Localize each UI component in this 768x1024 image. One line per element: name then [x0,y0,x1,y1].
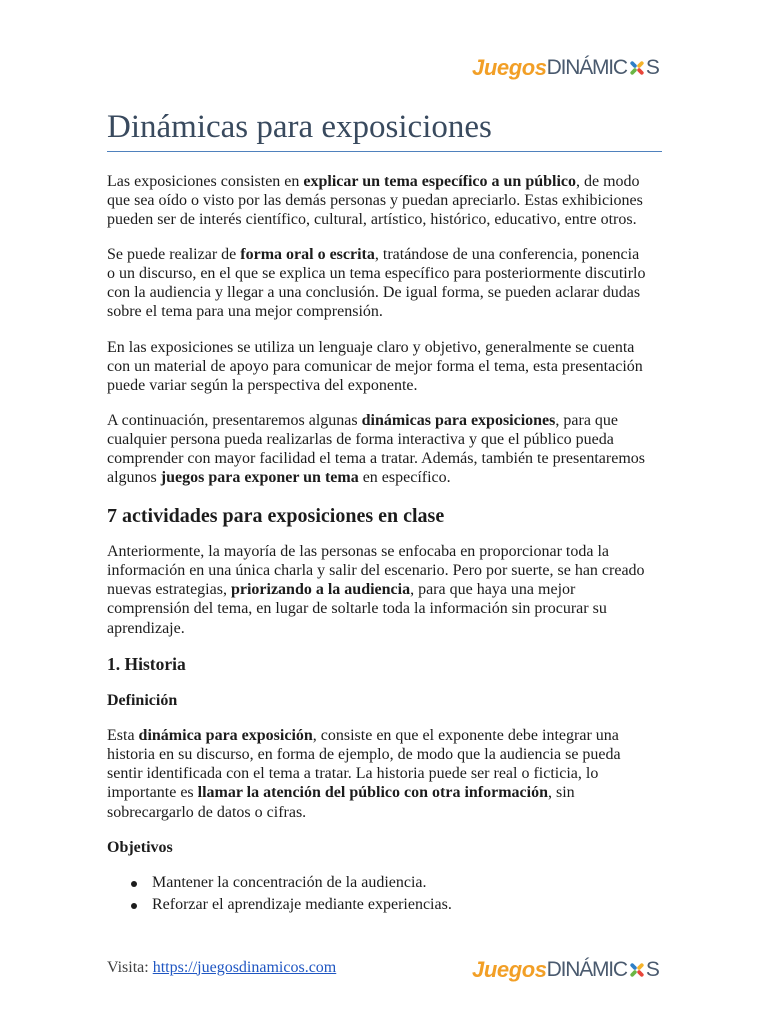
body-text: Se puede realizar de [107,245,241,263]
body-text: que sea oído o visto por las demás personas y puedan apreciarlo. Estas exhibiciones [107,191,643,209]
body-text: , consiste en que el exponente debe integrar una [312,726,619,744]
body-text: , tratándose de una conferencia, ponencia [374,245,640,263]
text-line [107,580,645,599]
text-line [107,172,643,191]
title-underline [107,151,662,152]
body-text: con un material de apoyo para comunicar de mejor forma el tema, esta presentación [107,357,643,375]
emphasis-text: llamar la atención del público con otra información [197,784,548,802]
body-text: cualquier persona pueda realizarlas de forma interactiva y que el público pueda [107,430,614,448]
icon-segment-right [636,969,644,977]
icon-group [628,961,646,979]
body-text: sobrecargarlo de datos o cifras. [107,803,307,821]
body-text: información en una única charla y salir del escenario. Pero por suerte, se han creado [107,561,645,579]
text-line [107,449,645,468]
icon-segment-right [636,67,644,75]
logo-word-juegos: Juegos [472,55,547,80]
body-text: Esta [107,726,139,744]
footer-visit [107,958,336,977]
text-line [107,745,621,764]
logo-word-dinamic: DINÁMIC [546,958,627,981]
text-line [107,599,645,618]
puzzle-x-icon [628,961,646,979]
list-item-text: Mantener la concentración de la audiencia. [152,874,427,891]
visit-label: Visita: [107,958,149,976]
body-text: historia en su discurso, en forma de ejemplo, de modo que la audiencia se pueda [107,745,621,763]
body-text: Anteriormente, la mayoría de las personas se enfocaba en proporcionar toda la [107,542,610,560]
emphasis-text: forma oral o escrita [240,245,375,263]
intro-paragraph-1 [107,172,643,230]
definition-label: Definición [107,691,178,709]
icon-segment-top [636,61,644,69]
text-line [107,210,643,229]
body-text: comprensión del tema, en lugar de soltarle toda la información sin procurar su [107,600,607,618]
puzzle-x-icon [628,59,646,77]
text-line [107,561,645,580]
objectives-list [107,872,452,916]
icon-segment-top [636,963,644,971]
text-line [107,542,645,561]
icon-group [628,59,646,77]
body-text: comprender con mayor facilidad el tema a tratar. Además, también te presentaremos [107,450,645,468]
definition-paragraph [107,726,621,822]
body-text: con la audiencia y llegar a una conclusión. De igual forma, se pueden aclarar dudas [107,284,641,302]
body-text: nuevas estrategias, [107,581,231,599]
body-text: , de modo [576,172,640,190]
bullet-icon [131,881,137,887]
emphasis-text: explicar un tema específico a un público [303,172,576,190]
list-item-text: Reforzar el aprendizaje mediante experiencias. [152,896,452,913]
body-text: importante es [107,784,198,802]
text-line [107,357,643,376]
intro-paragraph-3 [107,338,643,396]
list-item [107,894,452,916]
list-item [107,872,452,894]
logo-word-juegos: Juegos [472,957,547,982]
body-text: , para que haya una mejor [410,581,576,599]
icon-segment-bottom [629,67,637,75]
text-line [107,264,645,283]
emphasis-text: dinámica para exposición [138,726,313,744]
activity-heading: 1. Historia [107,653,186,674]
text-line [107,803,621,822]
logo-letter-s: S [645,56,659,79]
body-text: Las exposiciones consisten en [107,172,304,190]
body-text: en específico. [358,469,451,487]
text-line [107,191,643,210]
icon-segment-bottom [629,969,637,977]
icon-segment-left [629,61,637,69]
text-line [107,302,645,321]
text-line [107,764,621,783]
intro-paragraph-2 [107,245,645,322]
section-intro-paragraph [107,542,645,638]
objectives-label: Objetivos [107,838,173,856]
icon-segment-left [629,963,637,971]
emphasis-text: priorizando a la audiencia [230,581,411,599]
website-link[interactable]: https://juegosdinamicos.com [152,958,337,976]
text-line [107,726,621,745]
text-line [107,411,645,430]
intro-paragraph-4 [107,411,645,488]
section-heading: 7 actividades para exposiciones en clase [107,505,445,527]
body-text: , para que [555,411,619,429]
text-line [107,283,645,302]
body-text: aprendizaje. [107,619,185,637]
body-text: En las exposiciones se utiliza un lenguaje claro y objetivo, generalmente se cuenta [107,338,635,356]
text-line [107,338,643,357]
emphasis-text: dinámicas para exposiciones [361,411,556,429]
body-text: sentir identificada con el tema a tratar. La historia puede ser real o ficticia, lo [107,765,599,783]
body-text: A continuación, presentaremos algunas [107,411,362,429]
logo-letter-s: S [645,958,659,981]
text-line [107,468,645,487]
logo-word-dinamic: DINÁMIC [546,56,627,79]
text-line [107,376,643,395]
footer-logo [472,955,659,985]
body-text: algunos [107,469,161,487]
header-logo [472,53,659,83]
text-line [107,783,621,802]
body-text: o un discurso, en el que se explica un tema específico para posteriormente discutirlo [107,264,646,282]
body-text: , sin [548,784,575,802]
body-text: pueden ser de interés científico, cultural, artístico, histórico, educativo, entre otros. [107,211,637,229]
body-text: puede variar según la perspectiva del exponente. [107,377,418,395]
bullet-icon [131,903,137,909]
page-title: Dinámicas para exposiciones [107,109,492,145]
body-text: sobre el tema para una mejor comprensión. [107,303,383,321]
text-line [107,245,645,264]
emphasis-text: juegos para exponer un tema [160,469,359,487]
text-line [107,619,645,638]
text-line [107,430,645,449]
